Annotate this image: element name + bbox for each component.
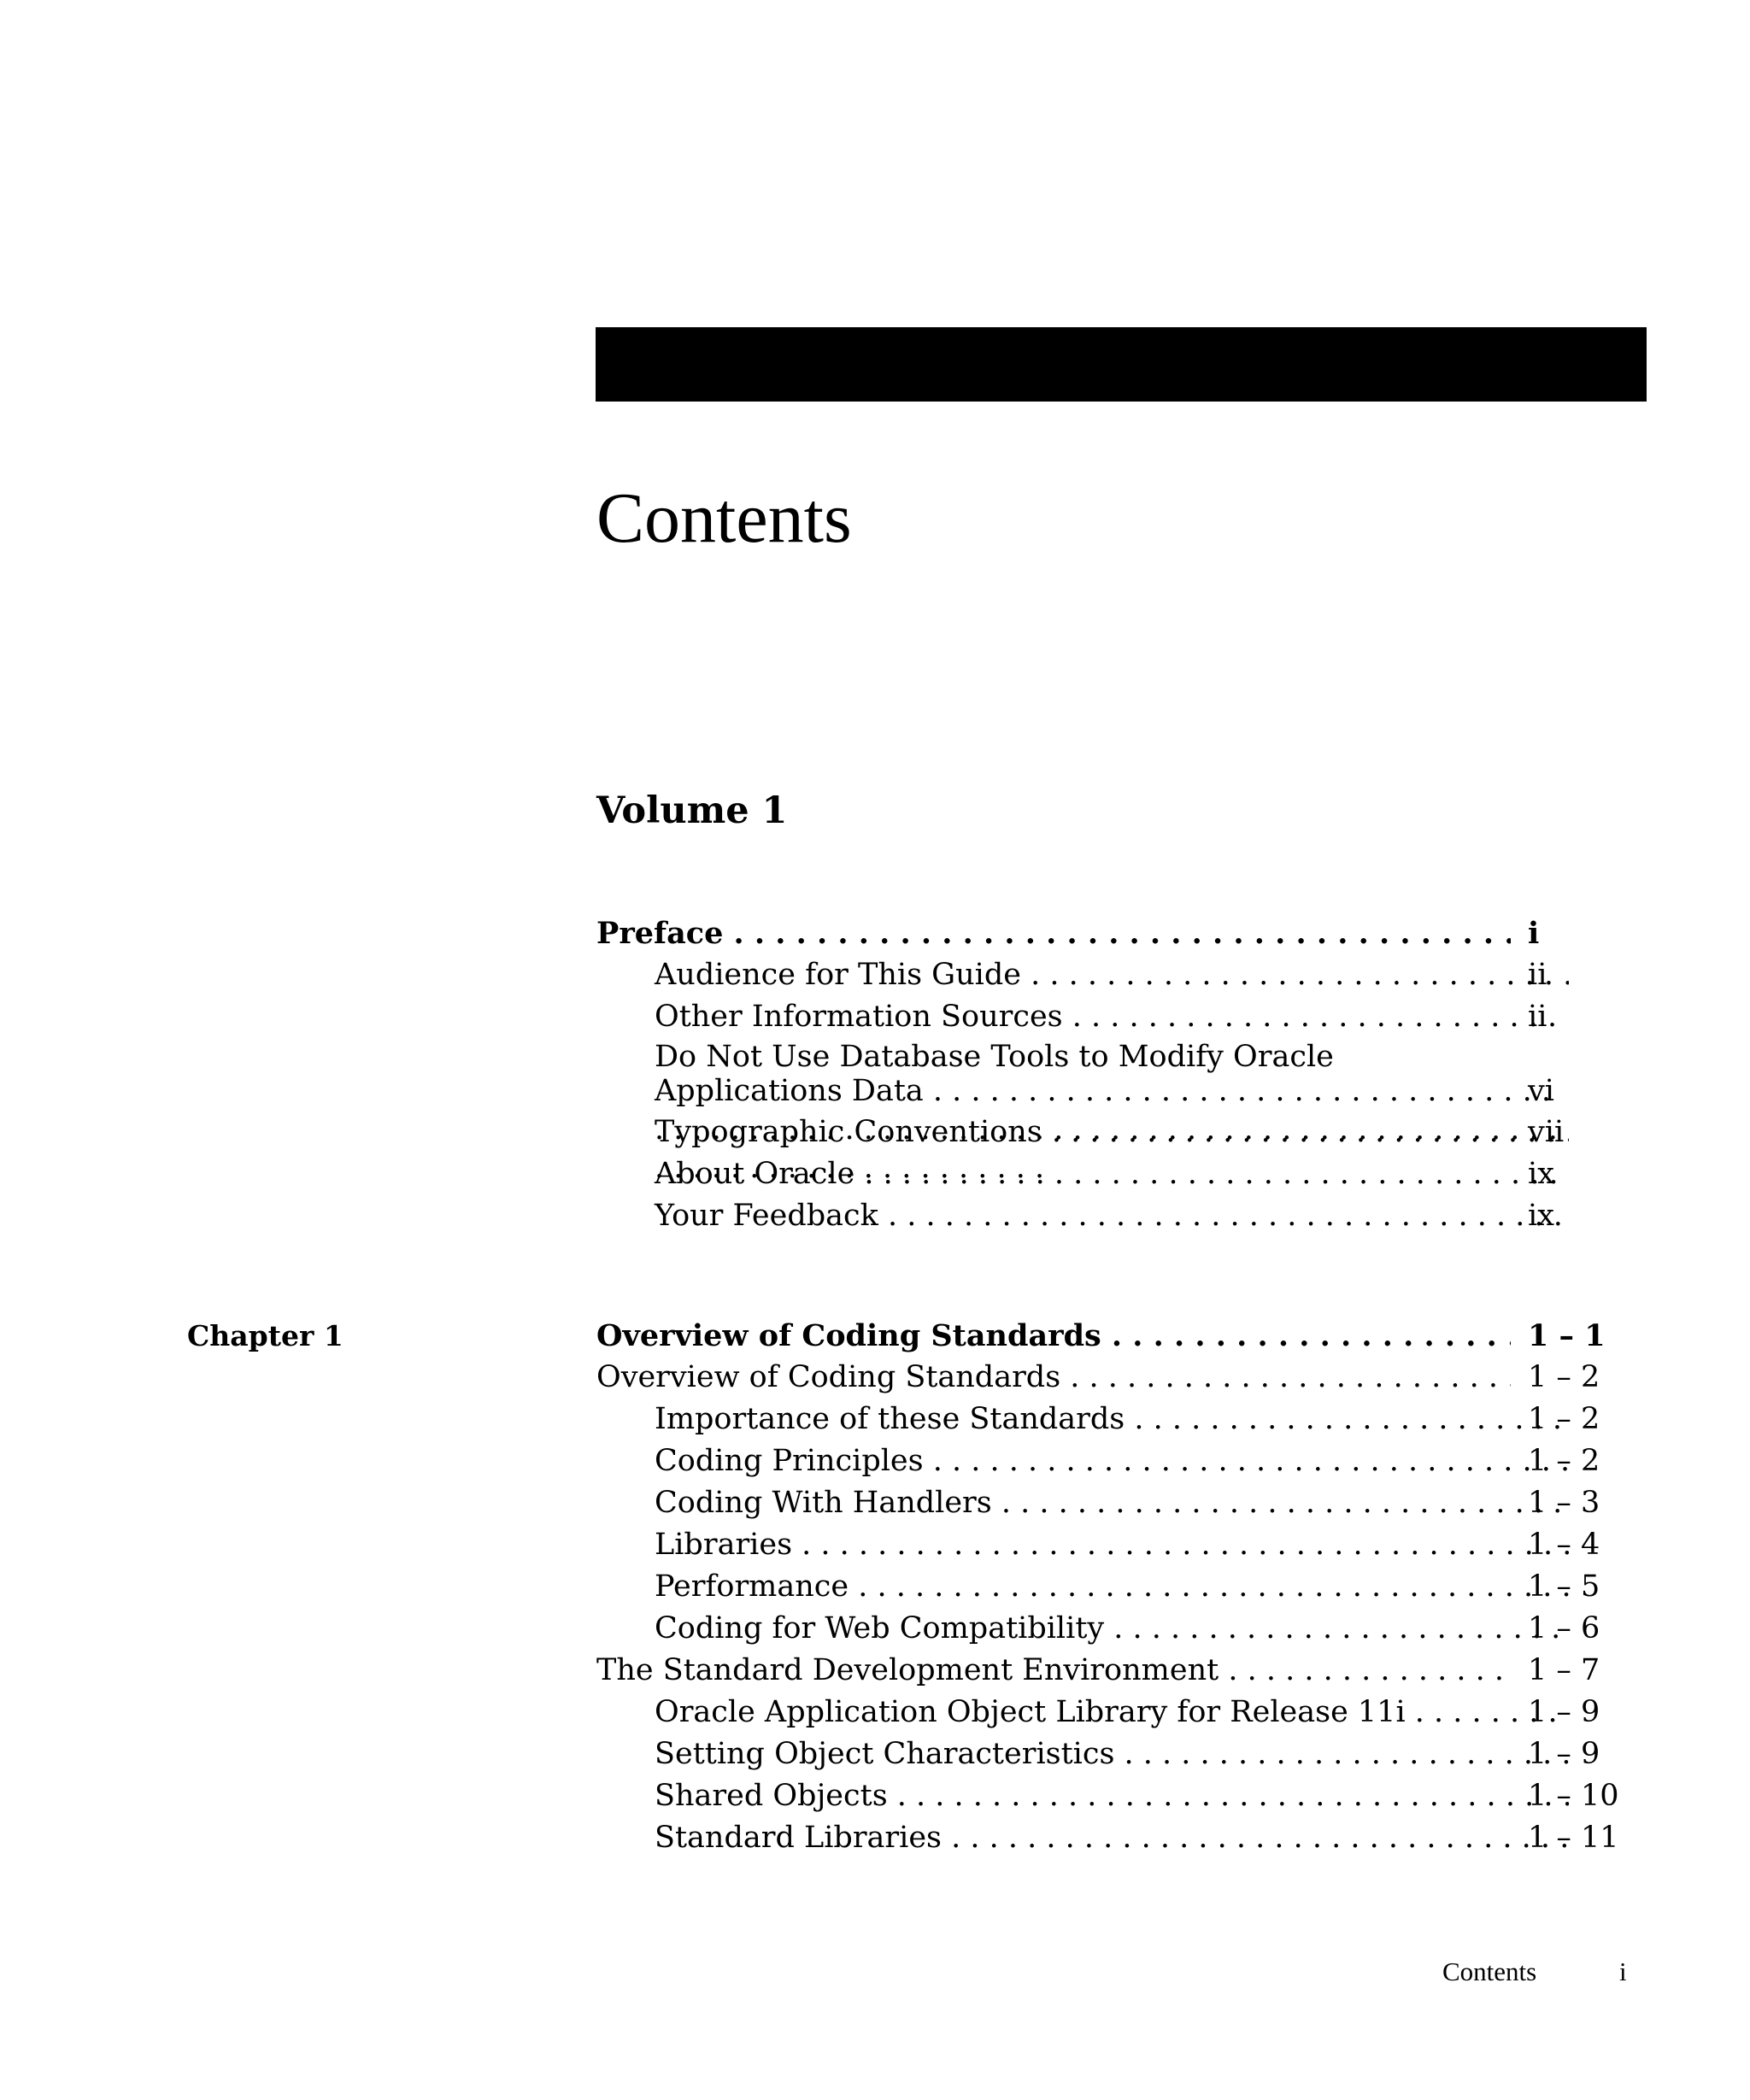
toc-entry-page: 1 – 9	[1528, 1737, 1600, 1771]
toc-entry-title: Coding Principles . . .	[596, 1440, 1569, 1482]
toc-entry-title: Oracle Application Object Library for Release 11i . . .	[596, 1692, 1569, 1733]
toc-entry-page: 1 – 5	[1528, 1569, 1600, 1604]
toc-entry-page: 1 – 1	[1528, 1318, 1606, 1353]
toc-entry-page: 1 – 2	[1528, 1360, 1600, 1394]
toc-entry-page: 1 – 6	[1528, 1611, 1600, 1645]
toc-entry-page: 1 – 3	[1528, 1486, 1600, 1520]
footer-page-number: i	[1619, 1956, 1627, 1986]
toc-entry-title: Coding With Handlers . . .	[596, 1482, 1569, 1524]
toc-entry-title-line1: Do Not Use Database Tools to Modify Oracle	[655, 1040, 1334, 1074]
toc-entry-title: Importance of these Standards . . .	[596, 1399, 1569, 1440]
toc-entry-page: vi	[1528, 1074, 1554, 1108]
toc-entry[interactable]	[596, 954, 1673, 996]
toc-entry-page: 1 – 4	[1528, 1528, 1600, 1562]
toc-entry-page: 1 – 7	[1528, 1653, 1600, 1687]
toc-entry[interactable]	[596, 1775, 1673, 1817]
toc-entry-title: Shared Objects . . .	[596, 1775, 1569, 1817]
toc-entry[interactable]	[596, 1357, 1673, 1399]
toc-entry[interactable]	[596, 1817, 1673, 1859]
toc-entry[interactable]	[596, 1733, 1673, 1775]
toc-entry[interactable]	[596, 912, 1673, 954]
toc-entry-page: vii	[1528, 1115, 1565, 1149]
header-bar	[596, 327, 1647, 402]
toc-entry[interactable]	[596, 996, 1673, 1038]
toc-entry-title: Typographic Conventions . . .	[596, 1112, 1569, 1153]
chapter-toc	[596, 1315, 1673, 1859]
toc-entry-title: Preface . . .	[596, 912, 1511, 954]
volume-heading: Volume 1	[596, 789, 788, 832]
preface-toc	[596, 912, 1673, 1237]
toc-entry[interactable]	[596, 1315, 1673, 1357]
toc-entry-title: Libraries . . .	[596, 1524, 1569, 1566]
toc-entry-page: 1 – 9	[1528, 1695, 1600, 1729]
footer-label: Contents	[1442, 1956, 1537, 1986]
toc-entry-page: ix	[1528, 1157, 1554, 1191]
toc-entry[interactable]	[596, 1195, 1673, 1237]
toc-entry-page: ii	[1528, 1000, 1547, 1034]
toc-entry-title: Standard Libraries . . .	[596, 1817, 1569, 1859]
toc-entry[interactable]	[596, 1440, 1673, 1482]
toc-entry[interactable]	[596, 1112, 1673, 1153]
toc-entry-title: Performance . . .	[596, 1566, 1569, 1608]
toc-entry-page: 1 – 2	[1528, 1402, 1600, 1436]
toc-entry-page: ii	[1528, 958, 1547, 992]
toc-entry-title: Applications Data . . .	[596, 1072, 1569, 1188]
toc-entry-page: 1 – 2	[1528, 1444, 1600, 1478]
toc-entry[interactable]	[596, 1608, 1673, 1650]
toc-entry[interactable]	[596, 1399, 1673, 1440]
toc-entry[interactable]	[596, 1153, 1673, 1195]
toc-entry[interactable]	[596, 1566, 1673, 1608]
toc-entry-page: 1 – 10	[1528, 1779, 1619, 1813]
toc-entry-title: Audience for This Guide . . .	[596, 954, 1569, 996]
toc-entry-title: Overview of Coding Standards . . .	[596, 1357, 1511, 1399]
toc-entry[interactable]	[596, 1692, 1673, 1733]
toc-entry-title: Setting Object Characteristics . . .	[596, 1733, 1569, 1775]
page-title: Contents	[596, 478, 852, 558]
toc-entry-title: About Oracle . . .	[596, 1153, 1569, 1195]
toc-entry[interactable]	[596, 1482, 1673, 1524]
toc-entry-page: i	[1528, 916, 1540, 951]
toc-entry-page: ix	[1528, 1199, 1554, 1233]
chapter-label: Chapter 1	[187, 1319, 344, 1352]
toc-entry[interactable]	[596, 1524, 1673, 1566]
toc-entry[interactable]	[596, 1650, 1673, 1692]
toc-entry[interactable]	[596, 1038, 1673, 1112]
toc-entry-title: The Standard Development Environment . . .	[596, 1650, 1511, 1692]
toc-entry-title: Overview of Coding Standards . . .	[596, 1315, 1511, 1357]
toc-entry-page: 1 – 11	[1528, 1821, 1619, 1855]
toc-entry-title: Your Feedback . . .	[596, 1195, 1569, 1237]
toc-entry-title: Other Information Sources . . .	[596, 996, 1569, 1038]
toc-entry-title: Coding for Web Compatibility . . .	[596, 1608, 1569, 1650]
